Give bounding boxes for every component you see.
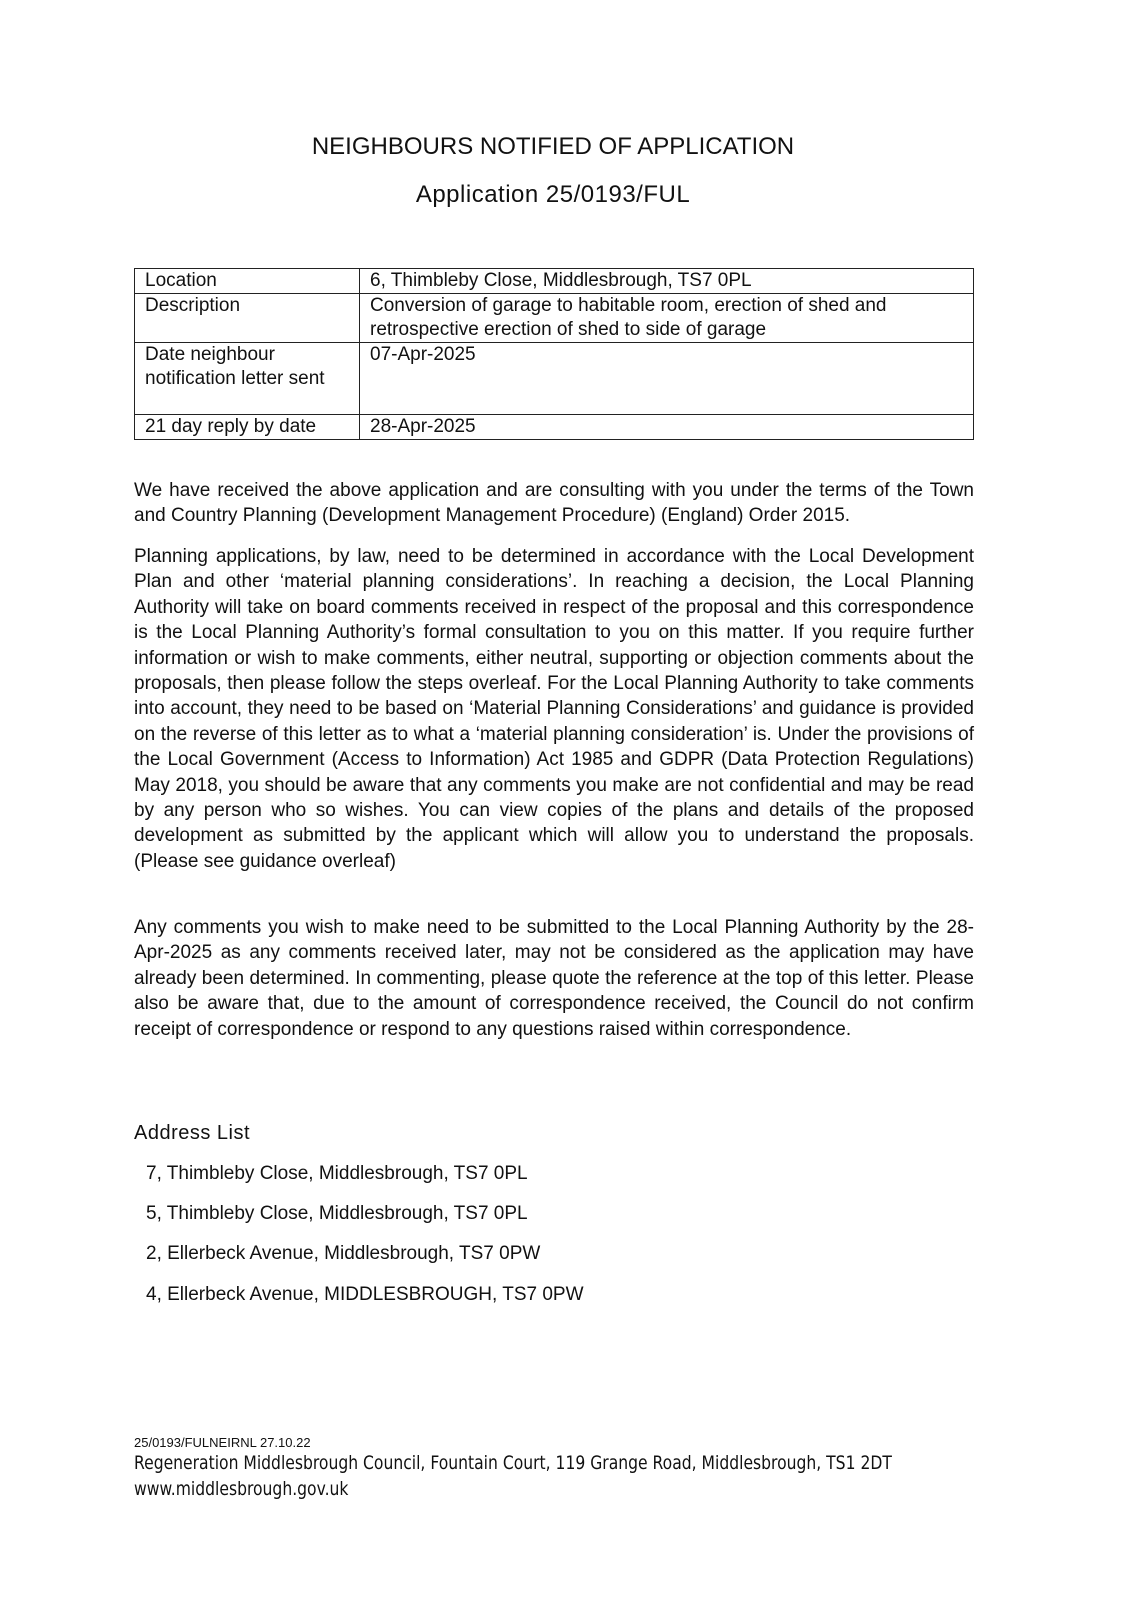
footer-reference: 25/0193/FULNEIRNL 27.10.22 [134,1435,311,1450]
table-row [135,269,974,294]
row-label: Description [135,294,360,343]
row-value: 6, Thimbleby Close, Middlesbrough, TS7 0PL [360,269,974,294]
list-item: 4, Ellerbeck Avenue, MIDDLESBROUGH, TS7 0PW [146,1284,584,1305]
row-label: Date neighbour notification letter sent [135,343,360,415]
address-list-heading: Address List [134,1122,251,1144]
row-value: 28-Apr-2025 [360,415,974,440]
row-label: 21 day reply by date [135,415,360,440]
row-value: 07-Apr-2025 [360,343,974,415]
table-row [135,343,974,415]
list-item: 7, Thimbleby Close, Middlesbrough, TS7 0PL [146,1163,528,1184]
page-title: NEIGHBOURS NOTIFIED OF APPLICATION [311,133,795,160]
row-label: Location [135,269,360,294]
paragraph-planning: Planning applications, by law, need to be determined in accordance with the Local Development Plan and other ‘material planning considerations’. In reaching a decision, the Local Planning Authority will take on board comments received in respect of the proposal and this correspondence is the Local Planning Authority’s formal consultation to you on this matter. If you require further information or wish to make comments, either neutral, supporting or objection comments about the proposals, then please follow the steps overleaf. For the Local Planning Authority to take comments into account, they need to be based on ‘Material Planning Considerations’ and guidance is provided on the reverse of this letter as to what a ‘material planning consideration’ is. Under the provisions of the Local Government (Access to Information) Act 1985 and GDPR (Data Protection Regulations) May 2018, you should be aware that any comments you make are not confidential and may be read by any person who so wishes. You can view copies of the plans and details of the proposed development as submitted by the applicant which will allow you to understand the proposals. (Please see guidance overleaf) [134,546,974,872]
table-row [135,294,974,343]
list-item: 5, Thimbleby Close, Middlesbrough, TS7 0PL [146,1203,528,1224]
footer-address: Regeneration Middlesbrough Council, Fountain Court, 119 Grange Road, Middlesbrough, TS1 2DT [134,1452,892,1474]
paragraph-consultation: We have received the above application and are consulting with you under the terms of the Town and Country Planning (Development Management Procedure) (England) Order 2015. [134,480,974,527]
application-reference: Application 25/0193/FUL [415,181,691,208]
paragraph-comments: Any comments you wish to make need to be submitted to the Local Planning Authority by the 28-Apr-2025 as any comments received later, may not be considered as the application may have already been determined. In commenting, please quote the reference at the top of this letter. Please also be aware that, due to the amount of correspondence received, the Council do not confirm receipt of correspondence or respond to any questions raised within correspondence. [134,917,974,1040]
row-value: Conversion of garage to habitable room, erection of shed and retrospective erection of shed to side of garage [360,294,974,343]
table-row [135,415,974,440]
footer-website: www.middlesbrough.gov.uk [134,1478,349,1500]
application-details-table [134,268,974,440]
list-item: 2, Ellerbeck Avenue, Middlesbrough, TS7 0PW [146,1243,541,1264]
